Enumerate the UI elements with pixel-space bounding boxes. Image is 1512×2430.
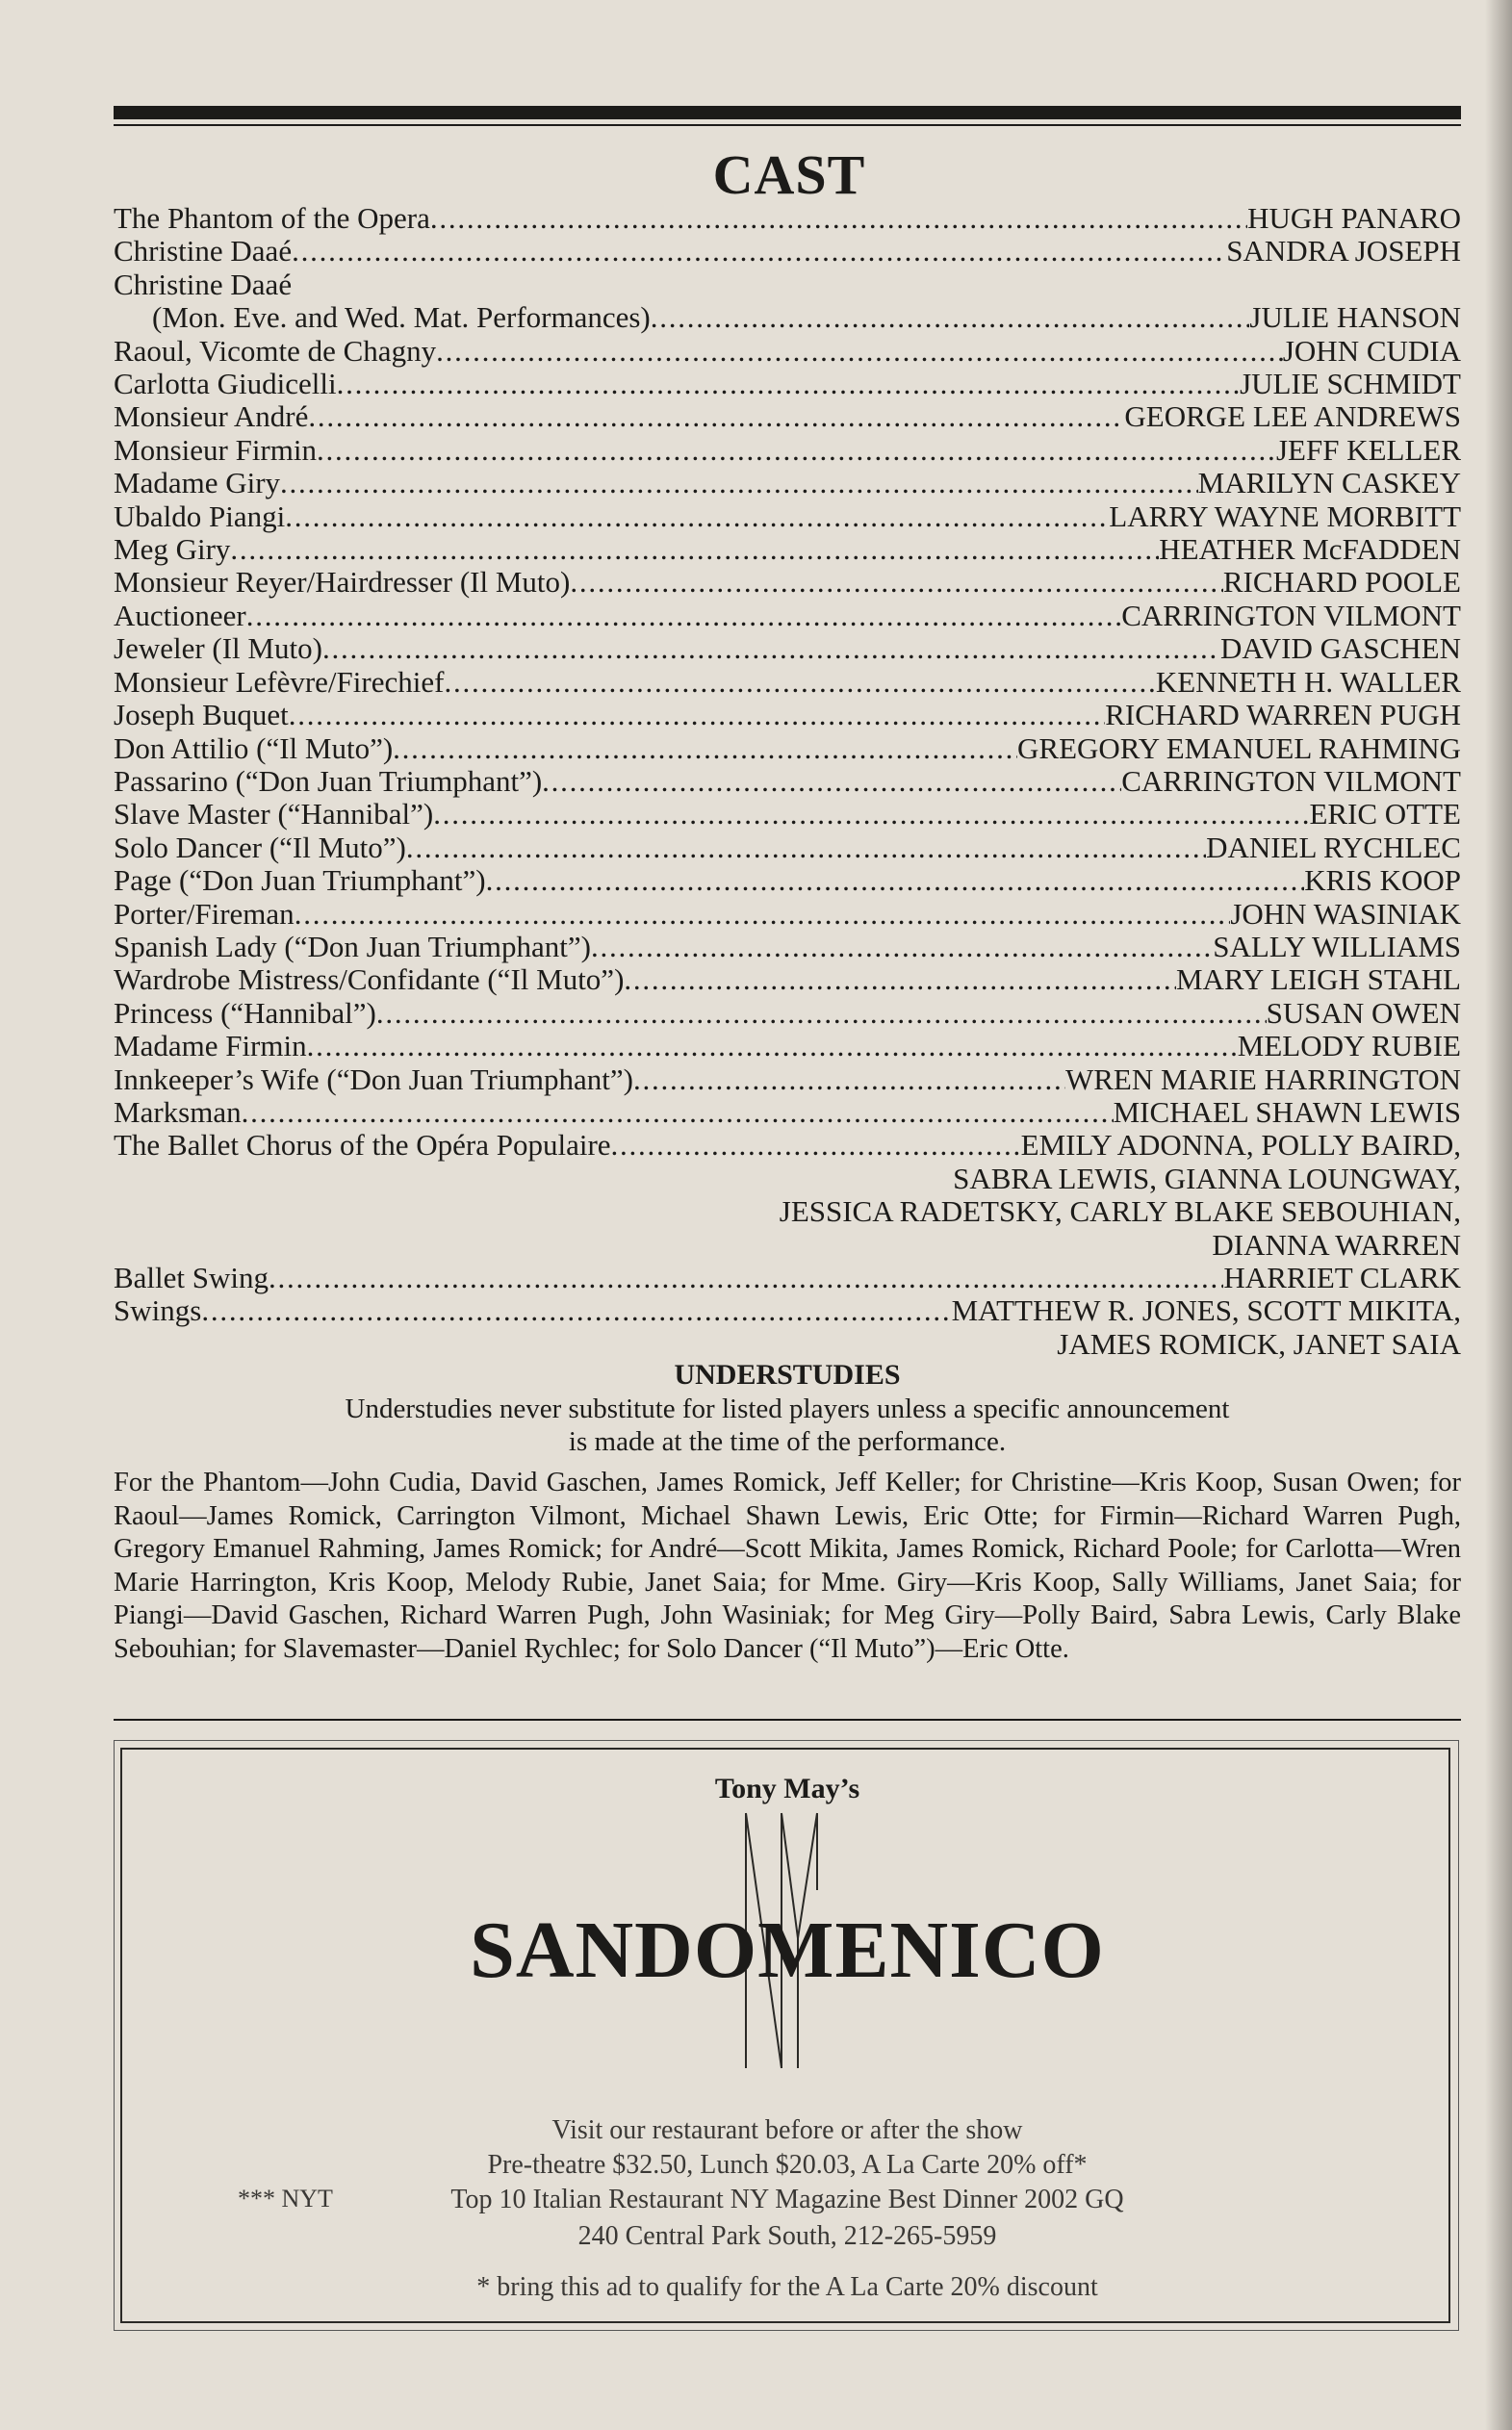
cast-role: Christine Daaé (114, 268, 293, 301)
cast-actor: SALLY WILLIAMS (1213, 930, 1461, 963)
cast-actor: DANIEL RYCHLEC (1206, 831, 1461, 864)
cast-row (114, 1294, 1461, 1327)
leader-dots (246, 600, 1122, 632)
cast-role: Monsieur Reyer/Hairdresser (Il Muto) (114, 566, 571, 600)
cast-actor: KENNETH H. WALLER (1155, 665, 1461, 699)
cast-row (114, 566, 1461, 599)
cast-row (114, 898, 1461, 931)
ad-line: Visit our restaurant before or after the show (551, 2115, 1023, 2145)
cast-role: Madame Giry (114, 467, 281, 500)
leader-dots (307, 1030, 1238, 1062)
leader-dots (611, 1129, 1021, 1162)
leader-dots (624, 963, 1176, 996)
leader-dots (295, 898, 1231, 931)
cast-role: Passarino (“Don Juan Triumphant”) (114, 764, 543, 798)
cast-row (114, 997, 1461, 1030)
cast-row (114, 301, 1461, 334)
cast-role: The Phantom of the Opera (114, 202, 430, 235)
cast-continuation: SABRA LEWIS, GIANNA LOUNGWAY, (953, 1161, 1461, 1195)
cast-row (114, 500, 1461, 533)
cast-row (114, 666, 1461, 699)
cast-actor: HUGH PANARO (1247, 202, 1461, 235)
leader-dots (230, 533, 1159, 566)
cast-row (114, 798, 1461, 831)
section-divider (114, 1719, 1461, 1721)
leader-dots (337, 368, 1241, 400)
leader-dots (280, 467, 1198, 499)
ad-line: Pre-theatre $32.50, Lunch $20.03, A La Carte 20% off* (487, 2150, 1088, 2180)
cast-row (114, 1262, 1461, 1294)
cast-actor: ERIC OTTE (1309, 798, 1461, 831)
cast-row (114, 1096, 1461, 1129)
restaurant-ad (120, 1748, 1450, 2323)
cast-actor: HEATHER McFADDEN (1159, 533, 1461, 567)
cast-role: Monsieur Firmin (114, 433, 317, 467)
cast-actor: CARRINGTON VILMONT (1121, 764, 1461, 798)
cast-actor: CARRINGTON VILMONT (1121, 599, 1461, 632)
cast-actor: KRIS KOOP (1304, 864, 1461, 898)
cast-role: Meg Giry (114, 533, 231, 567)
cast-role: Madame Firmin (114, 1030, 307, 1063)
cast-actor: SANDRA JOSEPH (1226, 235, 1461, 269)
page-edge-shadow (1485, 0, 1512, 2430)
cast-actor: MICHAEL SHAWN LEWIS (1113, 1095, 1461, 1129)
cast-row (114, 732, 1461, 765)
leader-dots (486, 864, 1305, 897)
leader-dots (322, 632, 1220, 665)
cast-actor: WREN MARIE HARRINGTON (1064, 1062, 1461, 1096)
cast-role: Don Attilio (“Il Muto”) (114, 731, 394, 765)
cast-role: Carlotta Giudicelli (114, 368, 337, 401)
cast-role: Solo Dancer (“Il Muto”) (114, 831, 406, 864)
cast-role: Slave Master (“Hannibal”) (114, 798, 434, 831)
ad-brand: SANDOMENICO (470, 1906, 1105, 1995)
cast-row (114, 335, 1461, 368)
cast-row (114, 434, 1461, 467)
leader-dots (317, 434, 1276, 467)
cast-list (114, 202, 1461, 1361)
understudies-note-line: is made at the time of the performance. (568, 1426, 1007, 1457)
page-title: CAST (712, 143, 866, 206)
cast-actor: EMILY ADONNA, POLLY BAIRD, (1020, 1129, 1461, 1163)
understudies-note (114, 1393, 1461, 1458)
cast-row (114, 963, 1461, 996)
cast-role: Princess (“Hannibal”) (114, 996, 376, 1030)
top-thick-rule (114, 106, 1461, 119)
leader-dots (376, 997, 1267, 1030)
cast-continuation: JESSICA RADETSKY, CARLY BLAKE SEBOUHIAN, (779, 1194, 1461, 1229)
cast-role: Joseph Buquet (114, 699, 289, 732)
cast-actor: LARRY WAYNE MORBITT (1109, 499, 1461, 533)
ad-footnote: * bring this ad to qualify for the A La Carte 20% discount (476, 2272, 1098, 2302)
understudies-body: For the Phantom—John Cudia, David Gaschen, James Romick, Jeff Keller; for Christine—Kris Koop, Susan Owen; for Raoul—James Romick, Carrington Vilmont, Michael Shawn Lewis, Eric Otte; for Firmin—Richard Warren Pugh, Gregory Emanuel Rahming, James Romick; for André—Scott Mikita, James Romick, Richard Poole; for Carlotta—Wren Marie Harrington, Kris Koop, Melody Rubie, Janet Saia; for Mme. Giry—Kris Koop, Sally Williams, Janet Saia; for Piangi—David Gaschen, Richard Warren Pugh, John Wasiniak; for Meg Giry—Polly Baird, Sabra Lewis, Carly Blake Sebouhian; for Slavemaster—Daniel Rychlec; for Solo Dancer (“Il Muto”)—Eric Otte. (114, 1468, 1461, 1664)
cast-continuation: JAMES ROMICK, JANET SAIA (1057, 1326, 1461, 1361)
leader-dots (285, 500, 1109, 533)
cast-row (114, 467, 1461, 499)
cast-actor: MARILYN CASKEY (1197, 467, 1461, 500)
cast-actor: RICHARD WARREN PUGH (1105, 699, 1461, 732)
understudies-note-line: Understudies never substitute for listed players unless a specific announcement (345, 1394, 1230, 1424)
cast-row (114, 931, 1461, 963)
cast-actor: MARY LEIGH STAHL (1175, 963, 1461, 997)
leader-dots (436, 335, 1283, 368)
cast-actor: GEORGE LEE ANDREWS (1124, 400, 1461, 434)
cast-row (114, 269, 1461, 301)
cast-role: Porter/Fireman (114, 897, 295, 931)
leader-dots (633, 1063, 1065, 1096)
cast-row (114, 400, 1461, 433)
cast-actor: JEFF KELLER (1275, 433, 1461, 467)
leader-dots (444, 666, 1155, 699)
ad-owner: Tony May’s (714, 1773, 860, 1804)
cast-row (114, 632, 1461, 665)
cast-actor: MELODY RUBIE (1237, 1030, 1461, 1063)
cast-actor: JULIE HANSON (1249, 301, 1461, 335)
cast-row (114, 831, 1461, 864)
leader-dots (269, 1262, 1223, 1294)
cast-row (114, 235, 1461, 268)
cast-actor: JULIE SCHMIDT (1240, 368, 1461, 401)
leader-dots (393, 732, 1017, 765)
leader-dots (651, 301, 1250, 334)
cast-role: Wardrobe Mistress/Confidante (“Il Muto”) (114, 963, 625, 997)
cast-actor: JOHN CUDIA (1282, 334, 1461, 368)
cast-role: Marksman (114, 1095, 242, 1129)
cast-role: Christine Daaé (114, 235, 293, 269)
cast-role: Jeweler (Il Muto) (114, 632, 322, 666)
cast-row (114, 864, 1461, 897)
cast-role: Ubaldo Piangi (114, 499, 286, 533)
cast-actor: RICHARD POOLE (1222, 566, 1461, 600)
cast-row (114, 533, 1461, 566)
leader-dots (289, 699, 1106, 731)
leader-dots (570, 566, 1223, 599)
cast-actor: DAVID GASCHEN (1219, 632, 1461, 666)
cast-role: The Ballet Chorus of the Opéra Populaire (114, 1129, 611, 1163)
ad-nyt-rating: *** NYT (238, 2185, 333, 2213)
cast-continuation: DIANNA WARREN (1212, 1227, 1461, 1262)
leader-dots (406, 831, 1206, 864)
cast-role: Innkeeper’s Wife (“Don Juan Triumphant”) (114, 1062, 633, 1096)
cast-actor: JOHN WASINIAK (1230, 897, 1461, 931)
cast-row (114, 202, 1461, 235)
cast-row (114, 1030, 1461, 1062)
leader-dots (433, 798, 1309, 831)
cast-role: Raoul, Vicomte de Chagny (114, 334, 437, 368)
leader-dots (542, 765, 1121, 798)
cast-row (114, 1063, 1461, 1096)
cast-row (114, 699, 1461, 731)
cast-role: (Mon. Eve. and Wed. Mat. Performances) (152, 301, 651, 335)
ad-line: Top 10 Italian Restaurant NY Magazine Best Dinner 2002 GQ (450, 2185, 1124, 2214)
leader-dots (242, 1096, 1114, 1129)
cast-role: Monsieur André (114, 400, 309, 434)
cast-actor: MATTHEW R. JONES, SCOTT MIKITA, (951, 1294, 1461, 1328)
cast-role: Spanish Lady (“Don Juan Triumphant”) (114, 930, 591, 963)
leader-dots (292, 235, 1226, 268)
understudies-title: UNDERSTUDIES (674, 1359, 901, 1391)
cast-role: Swings (114, 1294, 202, 1328)
cast-row (114, 1129, 1461, 1162)
cast-role: Monsieur Lefèvre/Firechief (114, 665, 445, 699)
cast-role: Page (“Don Juan Triumphant”) (114, 864, 486, 898)
top-thin-rule (114, 124, 1461, 126)
cast-role: Ballet Swing (114, 1262, 269, 1294)
cast-actor: HARRIET CLARK (1223, 1262, 1461, 1294)
ad-line: 240 Central Park South, 212-265-5959 (577, 2221, 997, 2251)
cast-row (114, 600, 1461, 632)
leader-dots (591, 931, 1213, 963)
leader-dots (430, 202, 1247, 235)
cast-actor: GREGORY EMANUEL RAHMING (1017, 731, 1461, 765)
cast-actor: SUSAN OWEN (1266, 996, 1461, 1030)
cast-role: Auctioneer (114, 599, 246, 632)
leader-dots (308, 400, 1124, 433)
leader-dots (201, 1294, 951, 1327)
cast-row (114, 765, 1461, 798)
cast-row (114, 368, 1461, 400)
